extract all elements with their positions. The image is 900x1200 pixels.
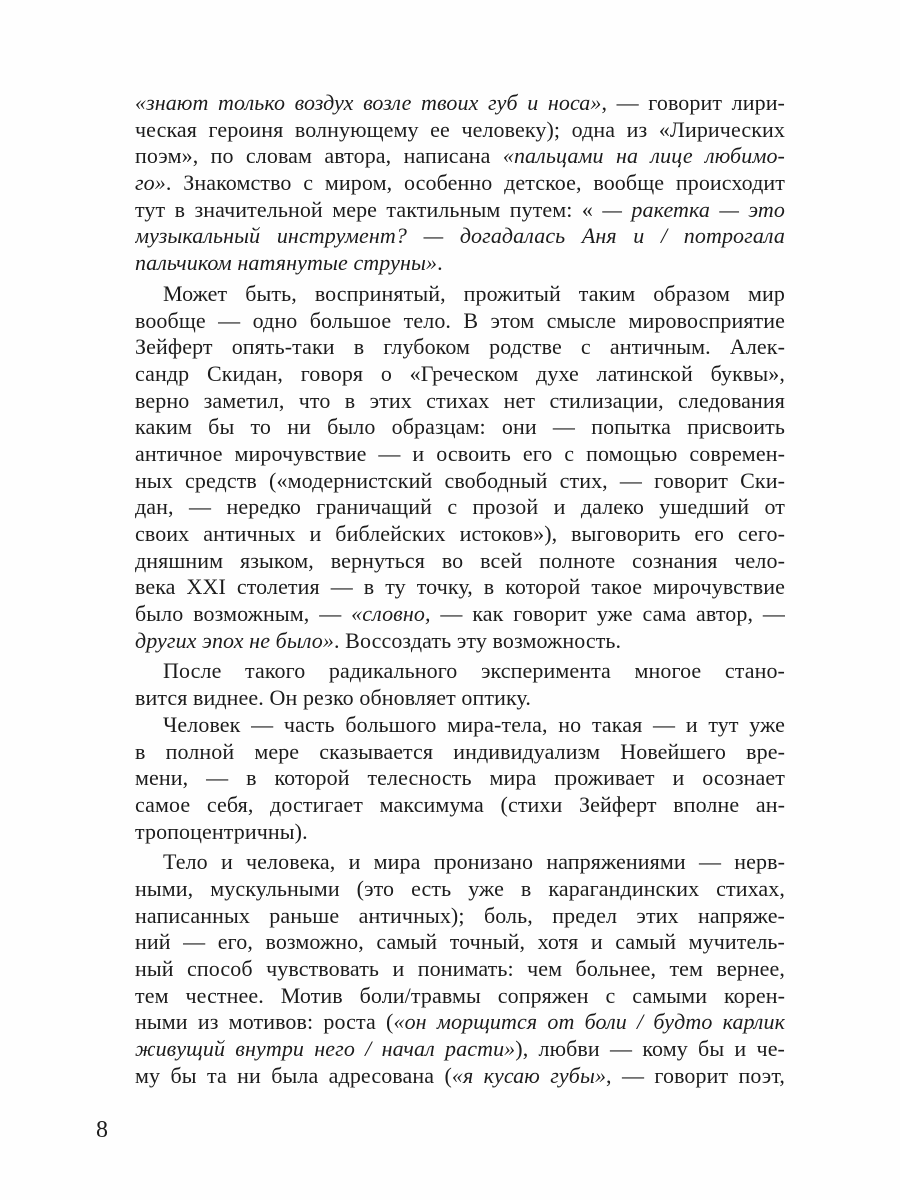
text-line: [135, 468, 785, 495]
text-segment: мени, — в которой телесность мира проживает и осознает: [135, 765, 785, 791]
text-segment: , — говорит лири-: [601, 90, 785, 115]
text-line: [135, 1009, 785, 1036]
text-line: [135, 361, 785, 388]
text-line: [135, 1036, 785, 1063]
text-line: [135, 197, 785, 224]
text-line: [135, 739, 785, 766]
quoted-italic-text: «он морщится от боли / будто карлик: [393, 1009, 785, 1035]
text-line: [135, 250, 785, 277]
text-line: [135, 849, 785, 876]
text-segment: написанных раньше античных); боль, предел этих напряже-: [135, 902, 785, 928]
text-segment: своих античных и библейских истоков»), выговорить его сего-: [135, 521, 785, 546]
text-segment: каким бы то ни было образцам: они — попытка присвоить: [135, 414, 785, 440]
text-segment: самое себя, достигает максимума (стихи Зейферт вполне ан-: [135, 791, 785, 817]
text-segment: ными, мускульными (это есть уже в карагандинских стихах,: [135, 875, 785, 901]
text-segment: Человек — часть большого мира-тела, но такая — и тут уже: [163, 711, 785, 737]
text-line: [135, 388, 785, 415]
text-segment: ными из мотивов: роста (: [135, 1009, 394, 1035]
paragraph: [135, 281, 785, 655]
text-segment: ), любви — кому бы и че-: [515, 1036, 785, 1062]
text-line: [135, 658, 785, 685]
text-segment: в полной мере сказывается индивидуализм Новейшего вре-: [135, 738, 785, 764]
text-segment: тропоцентричны).: [135, 818, 308, 844]
text-segment: тут в значительной мере тактильным путем: «: [135, 196, 603, 222]
text-line: [135, 956, 785, 983]
text-line: [135, 876, 785, 903]
text-segment: века XXI столетия — в ту точку, в которой такое мирочувствие: [135, 574, 785, 600]
text-segment: ных средств («модернистский свободный стих, — говорит Ски-: [135, 467, 785, 493]
text-segment: . Воссоздать эту возможность.: [333, 627, 622, 653]
quoted-italic-text: музыкальный инструмент? — догадалась Аня и / потрогала: [135, 223, 785, 249]
text-line: [135, 521, 785, 548]
text-line: [135, 574, 785, 601]
text-line: [135, 1063, 785, 1090]
text-segment: ческая героиня волнующему ее человеку); одна из «Лирических: [135, 116, 785, 142]
text-block: [135, 90, 785, 1089]
text-line: [135, 792, 785, 819]
text-segment: Может быть, воспринятый, прожитый таким образом мир: [163, 280, 785, 306]
text-segment: дняшним языком, вернуться во всей полноте сознания чело-: [135, 547, 785, 573]
text-segment: му бы та ни была адресована (: [135, 1062, 452, 1088]
text-segment: дан, — нередко граничащий с прозой и далеко ушедший от: [135, 494, 785, 520]
text-segment: . Знакомство с миром, особенно детское, вообще происходит: [165, 170, 785, 196]
text-line: [135, 903, 785, 930]
paragraph: [135, 658, 785, 711]
text-segment: античное мирочувствие — и освоить его с помощью современ-: [135, 440, 785, 466]
text-segment: — как говорит уже сама автор, —: [430, 601, 785, 627]
text-segment: После такого радикального эксперимента многое стано-: [163, 658, 785, 684]
text-line: [135, 281, 785, 308]
text-segment: вится виднее. Он резко обновляет оптику.: [135, 685, 531, 711]
text-segment: Тело и человека, и мира пронизано напряжениями — нерв-: [163, 849, 785, 875]
text-line: [135, 308, 785, 335]
text-line: [135, 170, 785, 197]
text-line: [135, 601, 785, 628]
text-segment: ный способ чувствовать и понимать: чем больнее, тем вернее,: [135, 956, 785, 981]
quoted-italic-text: «словно,: [351, 601, 431, 627]
text-line: [135, 983, 785, 1010]
text-line: [135, 548, 785, 575]
text-segment: верно заметил, что в этих стихах нет стилизации, следования: [135, 387, 785, 413]
text-segment: тем честнее. Мотив боли/травмы сопряжен с самыми корен-: [135, 982, 785, 1008]
paragraph: [135, 849, 785, 1089]
text-segment: .: [437, 250, 443, 276]
text-segment: Зейферт опять-таки в глубоком родстве с античным. Алек-: [135, 334, 785, 360]
quoted-italic-text: — ракетка — это: [602, 196, 785, 222]
text-line: [135, 117, 785, 144]
text-segment: вообще — одно большое тело. В этом смысле мировосприятие: [135, 307, 785, 333]
text-line: [135, 685, 785, 712]
quoted-italic-text: живущий внутри него / начал расти»: [135, 1036, 516, 1062]
text-line: [135, 223, 785, 250]
quoted-italic-text: «я кусаю губы»: [451, 1062, 607, 1088]
quoted-italic-text: других эпох не было»: [135, 627, 334, 653]
text-segment: было возможным, —: [135, 601, 352, 627]
text-line: [135, 494, 785, 521]
text-line: [135, 441, 785, 468]
text-segment: ний — его, возможно, самый точный, хотя и самый мучитель-: [135, 929, 785, 955]
text-line: [135, 712, 785, 739]
page-number: 8: [96, 1117, 108, 1143]
text-line: [135, 143, 785, 170]
quoted-italic-text: пальчиком натянутые струны»: [135, 250, 438, 276]
quoted-italic-text: го»: [135, 170, 166, 196]
paragraph: [135, 712, 785, 845]
text-line: [135, 334, 785, 361]
quoted-italic-text: «пальцами на лице любимо-: [502, 143, 785, 169]
text-line: [135, 929, 785, 956]
text-line: [135, 414, 785, 441]
quoted-italic-text: «знают только воздух возле твоих губ и носа»: [135, 90, 602, 115]
text-line: [135, 90, 785, 117]
paragraph: [135, 90, 785, 277]
text-segment: сандр Скидан, говоря о «Греческом духе латинской буквы»,: [135, 360, 785, 386]
text-line: [135, 765, 785, 792]
text-line: [135, 628, 785, 655]
text-line: [135, 819, 785, 846]
text-segment: поэм», по словам автора, написана: [135, 143, 503, 169]
text-segment: , — говорит поэт,: [606, 1062, 785, 1088]
